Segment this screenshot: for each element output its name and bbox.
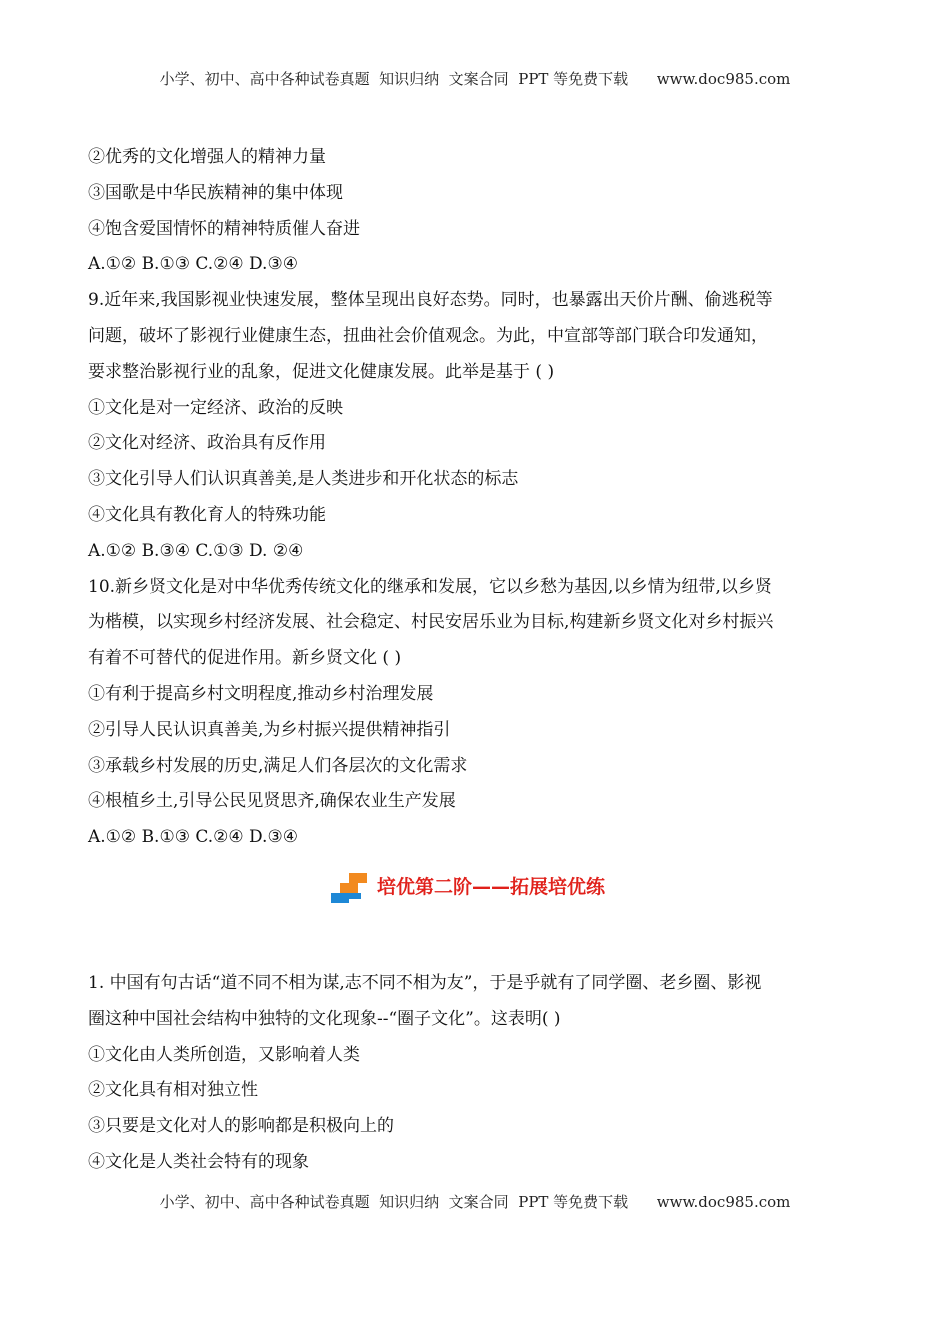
question-8-tail xyxy=(88,140,868,283)
q9-item-3: ③文化引导人们认识真善美,是人类进步和开化状态的标志 xyxy=(88,469,519,490)
document-body xyxy=(88,140,868,1181)
q10-options: A.①② B.①③ C.②④ D.③④ xyxy=(88,827,298,848)
q10-item-2: ②引导人民认识真善美,为乡村振兴提供精神指引 xyxy=(88,719,451,740)
section2-question-1 xyxy=(88,966,868,1181)
s2q1-item-1: ①文化由人类所创造，又影响着人类 xyxy=(88,1044,360,1065)
s2q1-stem-line: 圈这种中国社会结构中独特的文化现象--“圈子文化”。这表明( ) xyxy=(88,1008,561,1029)
section-title: 培优第二阶——拓展培优练 xyxy=(376,876,605,899)
stacked-squares-icon xyxy=(331,873,369,903)
q8-item-4: ④饱含爱国情怀的精神特质催人奋进 xyxy=(88,218,360,239)
question-10 xyxy=(88,570,868,856)
s2q1-stem-line: 1. 中国有句古话“道不同不相为谋,志不同不相为友”，于是乎就有了同学圈、老乡圈、影视 xyxy=(88,972,762,993)
section-heading xyxy=(68,856,868,920)
q10-item-3: ③承载乡村发展的历史,满足人们各层次的文化需求 xyxy=(88,755,468,776)
q10-item-1: ①有利于提高乡村文明程度,推动乡村治理发展 xyxy=(88,683,434,704)
s2q1-item-4: ④文化是人类社会特有的现象 xyxy=(88,1151,309,1172)
page-header: 小学、初中、高中各种试卷真题 知识归纳 文案合同 PPT 等免费下载 www.doc985.com xyxy=(159,70,791,88)
page-footer: 小学、初中、高中各种试卷真题 知识归纳 文案合同 PPT 等免费下载 www.doc985.com xyxy=(159,1193,791,1211)
q9-stem-line: 问题，破坏了影视行业健康生态，扭曲社会价值观念。为此，中宣部等部门联合印发通知， xyxy=(88,325,768,346)
q8-item-3: ③国歌是中华民族精神的集中体现 xyxy=(88,182,343,203)
q10-stem-line: 10.新乡贤文化是对中华优秀传统文化的继承和发展，它以乡愁为基因,以乡情为纽带,以乡贤 xyxy=(88,576,772,597)
q8-options: A.①② B.①③ C.②④ D.③④ xyxy=(88,254,298,275)
q9-item-1: ①文化是对一定经济、政治的反映 xyxy=(88,397,343,418)
q9-stem-line: 9.近年来,我国影视业快速发展，整体呈现出良好态势。同时，也暴露出天价片酬、偷逃税等 xyxy=(88,290,773,311)
q9-item-2: ②文化对经济、政治具有反作用 xyxy=(88,433,326,454)
s2q1-item-3: ③只要是文化对人的影响都是积极向上的 xyxy=(88,1116,394,1137)
s2q1-item-2: ②文化具有相对独立性 xyxy=(88,1080,258,1101)
q9-stem-line: 要求整治影视行业的乱象，促进文化健康发展。此举是基于 ( ) xyxy=(88,361,555,382)
q8-item-2: ②优秀的文化增强人的精神力量 xyxy=(88,147,326,167)
q10-stem-line: 为楷模，以实现乡村经济发展、社会稳定、村民安居乐业为目标,构建新乡贤文化对乡村振兴 xyxy=(88,612,774,633)
question-9 xyxy=(88,283,868,569)
q10-stem-line: 有着不可替代的促进作用。新乡贤文化 ( ) xyxy=(88,648,402,669)
q9-options: A.①② B.③④ C.①③ D. ②④ xyxy=(88,540,304,561)
q9-item-4: ④文化具有教化育人的特殊功能 xyxy=(88,504,326,525)
q10-item-4: ④根植乡土,引导公民见贤思齐,确保农业生产发展 xyxy=(88,791,456,812)
